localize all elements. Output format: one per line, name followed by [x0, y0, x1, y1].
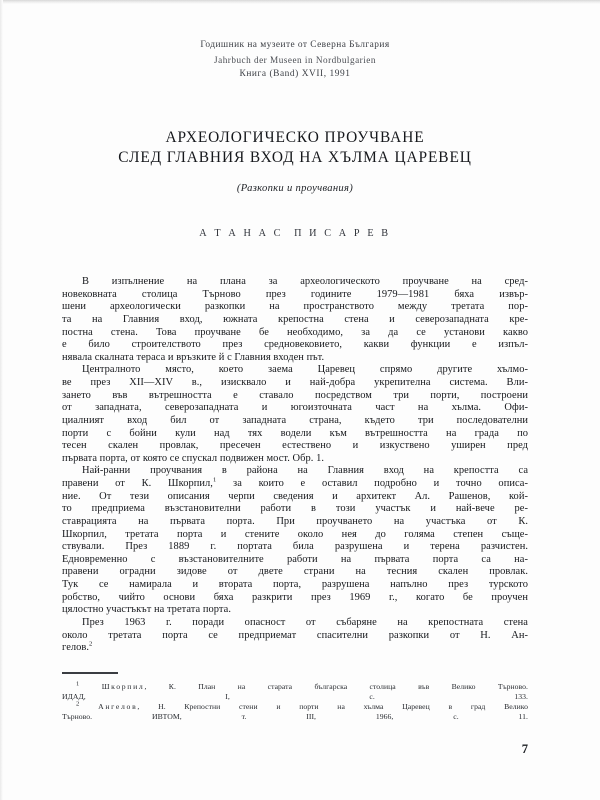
body-line: първата порта, от която се спускал подвижен мост. Обр. 1.	[62, 452, 325, 464]
body-paragraph	[62, 364, 528, 465]
journal-masthead	[62, 38, 528, 82]
body-line: постна стена. Това проучване бе необходимо, за да се установи какво	[62, 326, 528, 338]
body-line: около третата порта се предприемат спасителни разкопки от Н. Ан-	[62, 629, 528, 641]
masthead-volume: Книга (Band) XVII, 1991	[239, 69, 351, 80]
cited-author: Шкорпил	[101, 682, 145, 691]
body-line: гелов.$^2$	[62, 640, 93, 654]
article-title-line-1: АРХЕОЛОГИЧЕСКО ПРОУЧВАНЕ	[165, 129, 425, 146]
body-line: Централното място, което заема Царевец спрямо другите хълмо-	[82, 364, 528, 376]
footnote-reference[interactable]: 2	[89, 640, 93, 648]
body-line: зането във вътрешността е ставало посредством три порти, построени	[62, 389, 528, 401]
body-line: Тук се намирала и втората порта, разрушена напълно през турското	[62, 579, 528, 590]
body-paragraph	[62, 465, 528, 617]
masthead-series-bulgarian: Годишник на музеите от Северна България	[200, 40, 390, 50]
footnote-line: ИДАД, I, с. 133.	[62, 691, 528, 701]
cited-author: Ангелов	[98, 701, 138, 711]
body-line: порти с бойни кули над тях водели към вътрешността на града по	[62, 427, 528, 439]
body-line: новековната столица Търново през годините 1979—1981 бяха извър-	[62, 288, 528, 300]
body-line: то предприема възстановителни работи в този участък и най-вече ре-	[62, 503, 528, 515]
body-line: ствували. През 1889 г. портата била разрушена и терена разчистен.	[62, 541, 528, 553]
footnote-list	[62, 682, 528, 722]
body-line: нявала скалната тераса и връзките й с Главния входен път.	[62, 351, 325, 363]
body-line: ставрацията на първата порта. При проучването на участъка от К.	[62, 515, 528, 527]
author-surname: П И С А Р Е В	[294, 228, 391, 239]
body-line: Едновременно с възстановителните работи на първата порта са на-	[62, 553, 528, 565]
masthead-series-german: Jahrbuch der Museen in Nordbulgarien	[214, 54, 376, 65]
body-line: правени от К. Шкорпил,$^1$ за които е оставил подробно и точно описа-	[62, 476, 528, 489]
body-line: ние. От тези описания черпи сведения и архитект Ал. Рашенов, кой-	[62, 490, 528, 502]
body-line: цялостно участъкът на третата порта.	[62, 604, 231, 616]
footnote-line: $^1$ Шкорпил, К. План на старата българска столица във Велико Търново.	[76, 680, 528, 691]
body-paragraph	[62, 617, 528, 655]
body-line: циалният вход бил от западната страна, където три последователни	[62, 414, 528, 426]
body-line: ве през XII—XIV в., изисквало и най-добра укрепителна система. Вли-	[62, 377, 528, 388]
author-given-name: А Т А Н А С	[199, 228, 284, 239]
body-line: шени археологически разкопки на пространството между третата пор-	[62, 301, 528, 313]
article-author	[62, 228, 528, 239]
footnote-line: $^2$ Ангелов, Н. Крепостни стени и порти на хълма Царевец в град Велико	[76, 700, 528, 711]
body-paragraph	[62, 276, 528, 364]
footnote-separator-rule	[62, 672, 118, 674]
footnote-marker: 1	[76, 680, 80, 688]
footnote-line: Търново. ИВТОМ, т. III, 1966, с. 11.	[62, 711, 528, 721]
body-line: та на Главния вход, южната крепостна стена и северозападната кре-	[62, 313, 528, 325]
article-title-line-2: СЛЕД ГЛАВНИЯ ВХОД НА ХЪЛМА ЦАРЕВЕЦ	[118, 149, 472, 166]
body-line: от западната, северозападната и югоизточната част на хълма. Офи-	[62, 402, 528, 414]
body-line: През 1963 г. поради опасност от събаряне на крепостната стена	[82, 616, 528, 628]
article-subtitle: (Разкопки и проучвания)	[236, 183, 354, 194]
footnote-item	[62, 702, 528, 722]
body-line: правени оградни зидове от двете страни на тесния скален провлак.	[62, 566, 528, 578]
footnote-marker: 2	[76, 700, 80, 708]
article-body	[62, 276, 528, 655]
footnote-item	[62, 682, 528, 702]
footnote-reference[interactable]: 1	[212, 476, 217, 484]
body-line: робство, чийто основи бяха разкрити през 1969 г., когато бе проучен	[62, 591, 528, 603]
body-line: В изпълнение на плана за археологическото проучване на сред-	[82, 276, 528, 287]
body-line: Шкорпил, третата порта и стените около нея до голяма степен съще-	[62, 528, 528, 540]
article-title	[62, 128, 528, 168]
body-line: е било строителството през средновековието, какви функции е изпъл-	[62, 339, 528, 351]
page-number: 7	[521, 742, 528, 756]
body-line: Най-ранни проучвания в района на Главния вход на крепостта са	[82, 465, 528, 477]
body-line: тесен скален провлак, пресечен естествено и изкуствено уширен пред	[62, 440, 528, 452]
